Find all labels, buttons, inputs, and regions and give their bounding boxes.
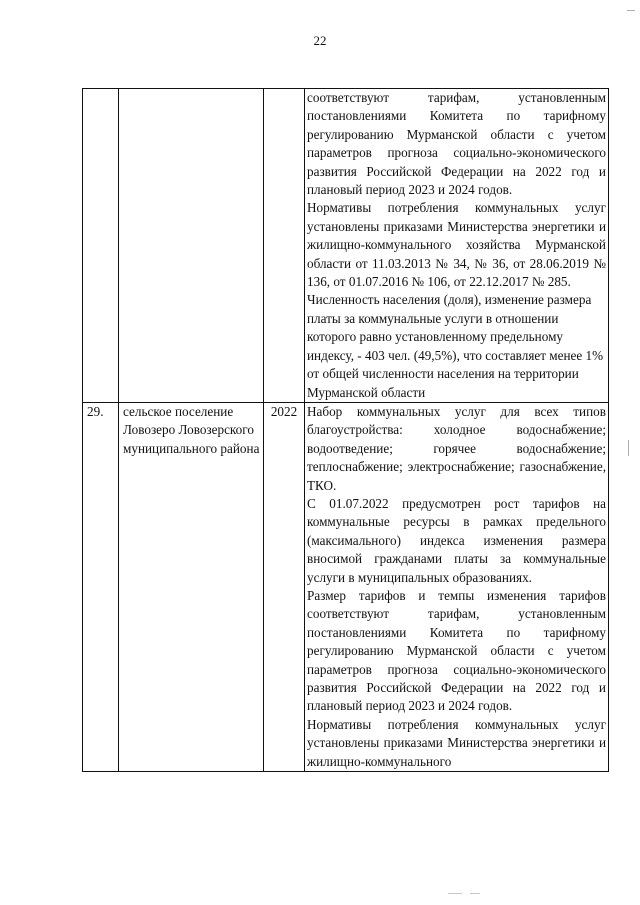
description-cell <box>305 89 609 403</box>
table-row <box>83 89 609 403</box>
description-cell <box>305 402 609 771</box>
row-number-cell <box>83 89 119 403</box>
scan-mark <box>628 440 629 456</box>
description-paragraph: Нормативы потребления коммунальных услуг установлены приказами Министерства энергетики и жилищно-коммунального <box>307 716 606 769</box>
tariff-table <box>82 88 609 772</box>
description-paragraph: С 01.07.2022 предусмотрен рост тарифов на коммунальные ресурсы в рамках предельного (максимального) индекса изменения размера вносимой гражданами платы за коммунальные услуги в муниципальных образованиях. <box>307 495 606 585</box>
year-cell <box>264 89 305 403</box>
page-number: 22 <box>313 33 327 48</box>
description-paragraph: Численность населения (доля), изменение размера платы за коммунальные услуги в отношении которого равно установленному предельному индексу, - 403 чел. (49,5%), что составляет менее 1% от общей численности населения на территории Мурманской области <box>307 292 604 400</box>
description-paragraph: соответствуют тарифам, установленным постановлениями Комитета по тарифному регулированию Мурманской области с учетом параметров прогноза социально-экономического развития Российской Федерации на 2022 год и плановый период 2023 и 2024 годов. <box>307 90 606 198</box>
description-paragraph: Нормативы потребления коммунальных услуг установлены приказами Министерства энергетики и жилищно-коммунального хозяйства Мурманской области от 11.03.2013 № 34, № 36, от 28.06.2019 № 136, от 01.07.2016 № 106, от 22.12.2017 № 285. <box>307 200 606 290</box>
description-paragraph: Размер тарифов и темпы изменения тарифов соответствуют тарифам, установленным постановлениями Комитета по тарифному регулированию Мурманской области с учетом параметров прогноза социально-экономического развития Российской Федерации на 2022 год и плановый период 2023 и 2024 годов. <box>307 587 606 714</box>
scan-mark <box>448 893 462 894</box>
description-paragraph: Набор коммунальных услуг для всех типов благоустройства: холодное водоснабжение; водоотведение; горячее водоснабжение; теплоснабжение; электроснабжение; газоснабжение, ТКО. <box>307 403 606 493</box>
scan-mark <box>470 893 480 894</box>
municipality-cell <box>119 89 264 403</box>
table-row <box>83 402 609 771</box>
row-number-cell: 29. <box>83 402 119 771</box>
municipality-cell: сельское поселение Ловозеро Ловозерского муниципального района <box>119 402 264 771</box>
scan-mark <box>627 10 635 11</box>
year-cell: 2022 <box>264 402 305 771</box>
